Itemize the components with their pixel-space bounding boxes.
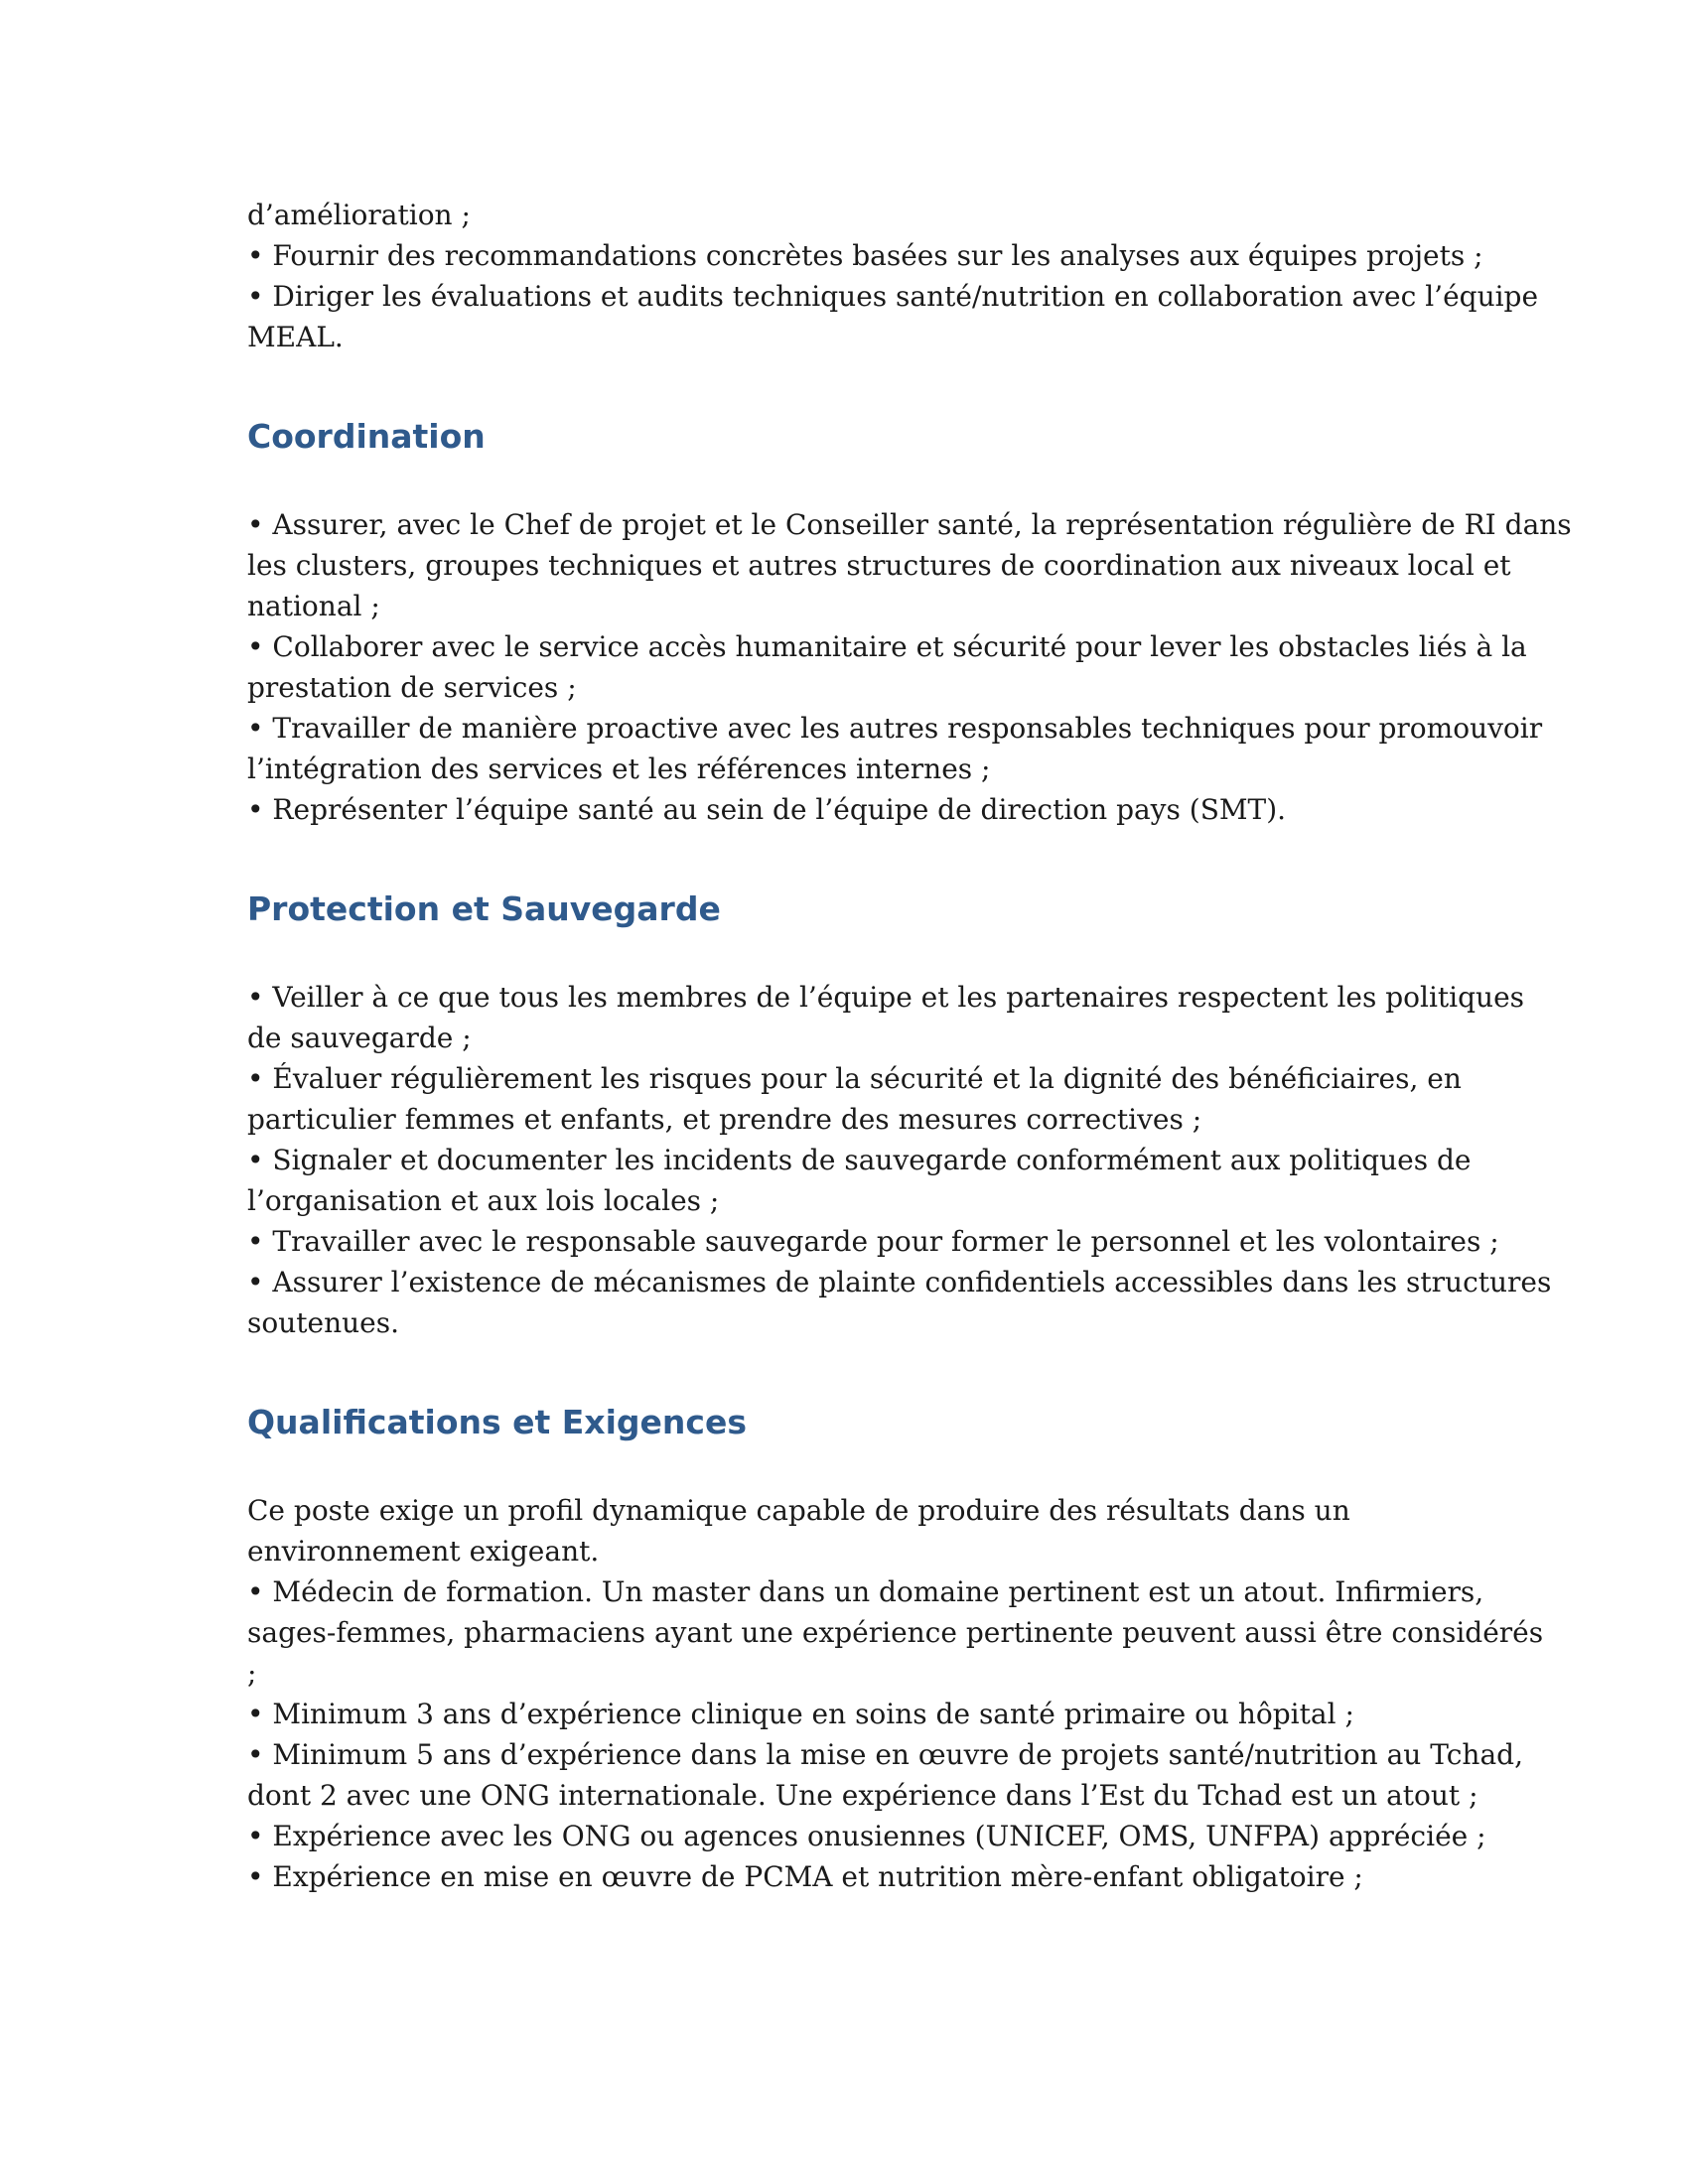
text-line: d’amélioration ;	[247, 199, 471, 231]
intro-paragraph	[247, 195, 1539, 357]
text-line: de sauvegarde ;	[247, 1022, 472, 1054]
text-line: environnement exigeant.	[247, 1535, 600, 1568]
text-line: les clusters, groupes techniques et autres structures de coordination aux niveaux local et	[247, 549, 1511, 582]
text-line: • Expérience avec les ONG ou agences onusiennes (UNICEF, OMS, UNFPA) appréciée ;	[247, 1820, 1486, 1852]
text-line: l’organisation et aux lois locales ;	[247, 1184, 720, 1217]
text-line: sages-femmes, pharmaciens ayant une expérience pertinente peuvent aussi être considérés	[247, 1616, 1544, 1649]
text-line: • Travailler de manière proactive avec les autres responsables techniques pour promouvoir	[247, 712, 1543, 745]
text-line: • Minimum 3 ans d’expérience clinique en soins de santé primaire ou hôpital ;	[247, 1698, 1354, 1730]
text-line: • Expérience en mise en œuvre de PCMA et nutrition mère-enfant obligatoire ;	[247, 1860, 1363, 1893]
text-line: • Évaluer régulièrement les risques pour la sécurité et la dignité des bénéficiaires, en	[247, 1062, 1462, 1095]
section-heading-qualifications: Qualifications et Exigences	[247, 1403, 747, 1441]
text-line: particulier femmes et enfants, et prendre des mesures correctives ;	[247, 1103, 1202, 1136]
text-line: • Signaler et documenter les incidents de sauvegarde conformément aux politiques de	[247, 1144, 1472, 1176]
section-heading-protection: Protection et Sauvegarde	[247, 889, 721, 928]
text-line: • Médecin de formation. Un master dans un domaine pertinent est un atout. Infirmiers,	[247, 1575, 1484, 1608]
qualifications-paragraph	[247, 1490, 1544, 1897]
text-line: ;	[247, 1657, 257, 1690]
text-line: • Minimum 5 ans d’expérience dans la mise en œuvre de projets santé/nutrition au Tchad,	[247, 1738, 1523, 1771]
text-line: • Travailler avec le responsable sauvegarde pour former le personnel et les volontaires ;	[247, 1225, 1499, 1258]
document-content	[247, 195, 1572, 1897]
text-line: Ce poste exige un profil dynamique capable de produire des résultats dans un	[247, 1494, 1350, 1527]
text-line: • Diriger les évaluations et audits techniques santé/nutrition en collaboration avec l’équipe	[247, 280, 1539, 313]
text-line: • Assurer l’existence de mécanismes de plainte confidentiels accessibles dans les structures	[247, 1266, 1552, 1298]
text-line: soutenues.	[247, 1306, 399, 1339]
text-line: l’intégration des services et les références internes ;	[247, 752, 991, 785]
text-line: prestation de services ;	[247, 671, 577, 704]
section-heading-coordination: Coordination	[247, 417, 486, 456]
text-line: national ;	[247, 590, 380, 622]
text-line: MEAL.	[247, 321, 344, 353]
coordination-paragraph	[247, 504, 1572, 830]
text-line: • Représenter l’équipe santé au sein de l’équipe de direction pays (SMT).	[247, 793, 1287, 826]
text-line: • Fournir des recommandations concrètes basées sur les analyses aux équipes projets ;	[247, 239, 1483, 272]
text-line: • Veiller à ce que tous les membres de l’équipe et les partenaires respectent les politiques	[247, 981, 1525, 1014]
text-line: • Collaborer avec le service accès humanitaire et sécurité pour lever les obstacles liés à la	[247, 630, 1527, 663]
protection-paragraph	[247, 977, 1552, 1343]
text-line: • Assurer, avec le Chef de projet et le Conseiller santé, la représentation régulière de RI dans	[247, 508, 1572, 541]
text-line: dont 2 avec une ONG internationale. Une expérience dans l’Est du Tchad est un atout ;	[247, 1779, 1478, 1812]
